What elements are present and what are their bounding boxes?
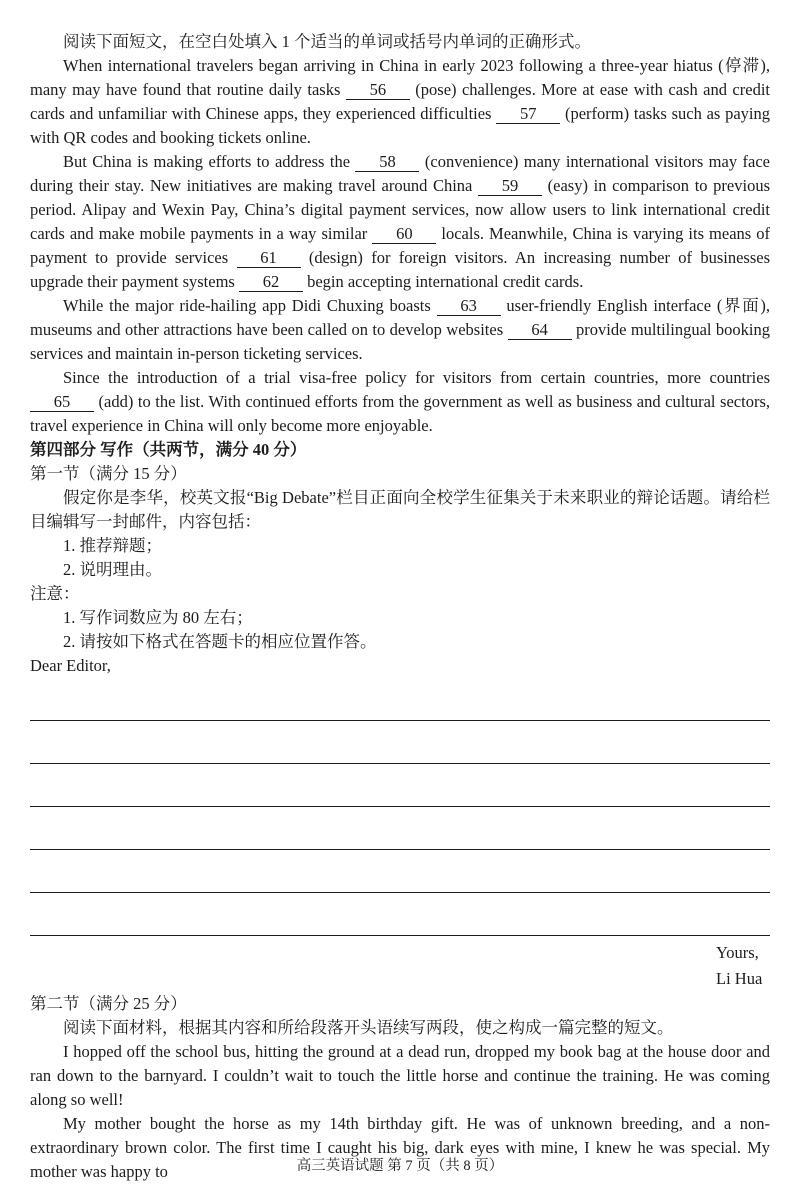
grammar-passage-para-3: While the major ride-hailing app Didi Chuxing boasts 63 user-friendly English interface (界面), museums and other attractions have been called on to develop websites 64 provide multilingual booking services and maintain in-person ticketing services. xyxy=(30,296,770,363)
note-1: 1. 写作词数应为 80 左右； xyxy=(63,608,253,627)
answer-blank-64: 64 xyxy=(508,320,572,340)
grammar-passage-para-4: Since the introduction of a trial visa-free policy for visitors from certain countries, more countries 65 (add) to the list. With continued efforts from the government as well as business and cultural sectors, travel experience in China will only become more enjoyable. xyxy=(30,368,770,435)
answer-blank-63: 63 xyxy=(437,296,501,316)
answer-blank-58: 58 xyxy=(355,152,419,172)
grammar-passage-para-1: When international travelers began arriving in China in early 2023 following a three-year hiatus (停滞), many may have found that routine daily tasks 56 (pose) challenges. More at ease with cash and credit cards and unfamiliar with Chinese apps, they experienced difficulties 57 (perform) tasks such as paying with QR codes and booking tickets online. xyxy=(30,56,770,147)
task-point-1: 1. 推荐辩题； xyxy=(63,536,162,555)
letter-salutation: Dear Editor, xyxy=(30,656,111,675)
answer-blank-59: 59 xyxy=(478,176,542,196)
writing-line xyxy=(30,850,770,893)
writing-line xyxy=(30,807,770,850)
grammar-instruction: 阅读下面短文，在空白处填入 1 个适当的单词或括号内单词的正确形式。 xyxy=(63,32,591,51)
answer-blank-56: 56 xyxy=(346,80,410,100)
page-footer: 高三英语试题 第 7 页（共 8 页） xyxy=(296,1158,504,1174)
writing-line xyxy=(30,678,770,721)
section1-heading: 第一节（满分 15 分） xyxy=(30,464,187,483)
writing-line xyxy=(30,764,770,807)
section2-heading: 第二节（满分 25 分） xyxy=(30,994,187,1013)
task-point-2: 2. 说明理由。 xyxy=(63,560,162,579)
letter-closing-line-1: Yours, xyxy=(716,943,759,962)
note-2: 2. 请按如下格式在答题卡的相应位置作答。 xyxy=(63,632,377,651)
answer-blank-60: 60 xyxy=(372,224,436,244)
answer-blank-65: 65 xyxy=(30,392,94,412)
grammar-passage-para-2: But China is making efforts to address the 58 (convenience) many international visitors may face during their stay. New initiatives are making travel around China 59 (easy) in comparison to previous period. Alipay and Wexin Pay, China’s digital payment services, now allow users to link international credit cards and make mobile payments in a way similar 60 locals. Meanwhile, China is varying its means of payment to provide services 61 (design) for foreign visitors. An increasing number of businesses upgrade their payment systems 62 begin accepting international credit cards. xyxy=(30,152,770,291)
part4-heading: 第四部分 写作（共两节，满分 40 分） xyxy=(30,440,307,459)
story-para-2: My mother bought the horse as my 14th birthday gift. He was of unknown breeding, and a non-extraordinary brown color. The first time I caught his big, dark eyes with mine, I knew he was special. My mother was happy to xyxy=(30,1114,770,1181)
writing-line xyxy=(30,721,770,764)
writing-task-intro: 假定你是李华，校英文报“Big Debate”栏目正面向全校学生征集关于未来职业的辩论话题。请给栏目编辑写一封邮件，内容包括： xyxy=(30,488,770,531)
letter-closing-line-2: Li Hua xyxy=(716,969,763,988)
answer-blank-61: 61 xyxy=(237,248,301,268)
notes-label: 注意： xyxy=(30,584,80,603)
document-content xyxy=(30,30,770,1184)
story-para-1: I hopped off the school bus, hitting the ground at a dead run, dropped my book bag at the house door and ran down to the barnyard. I couldn’t wait to touch the little horse and continue the training. He was coming along so well! xyxy=(30,1042,770,1109)
answer-writing-lines xyxy=(30,678,770,936)
writing-line xyxy=(30,893,770,936)
answer-blank-62: 62 xyxy=(239,272,303,292)
answer-blank-57: 57 xyxy=(496,104,560,124)
continuation-instruction: 阅读下面材料，根据其内容和所给段落开头语续写两段，使之构成一篇完整的短文。 xyxy=(63,1018,674,1037)
